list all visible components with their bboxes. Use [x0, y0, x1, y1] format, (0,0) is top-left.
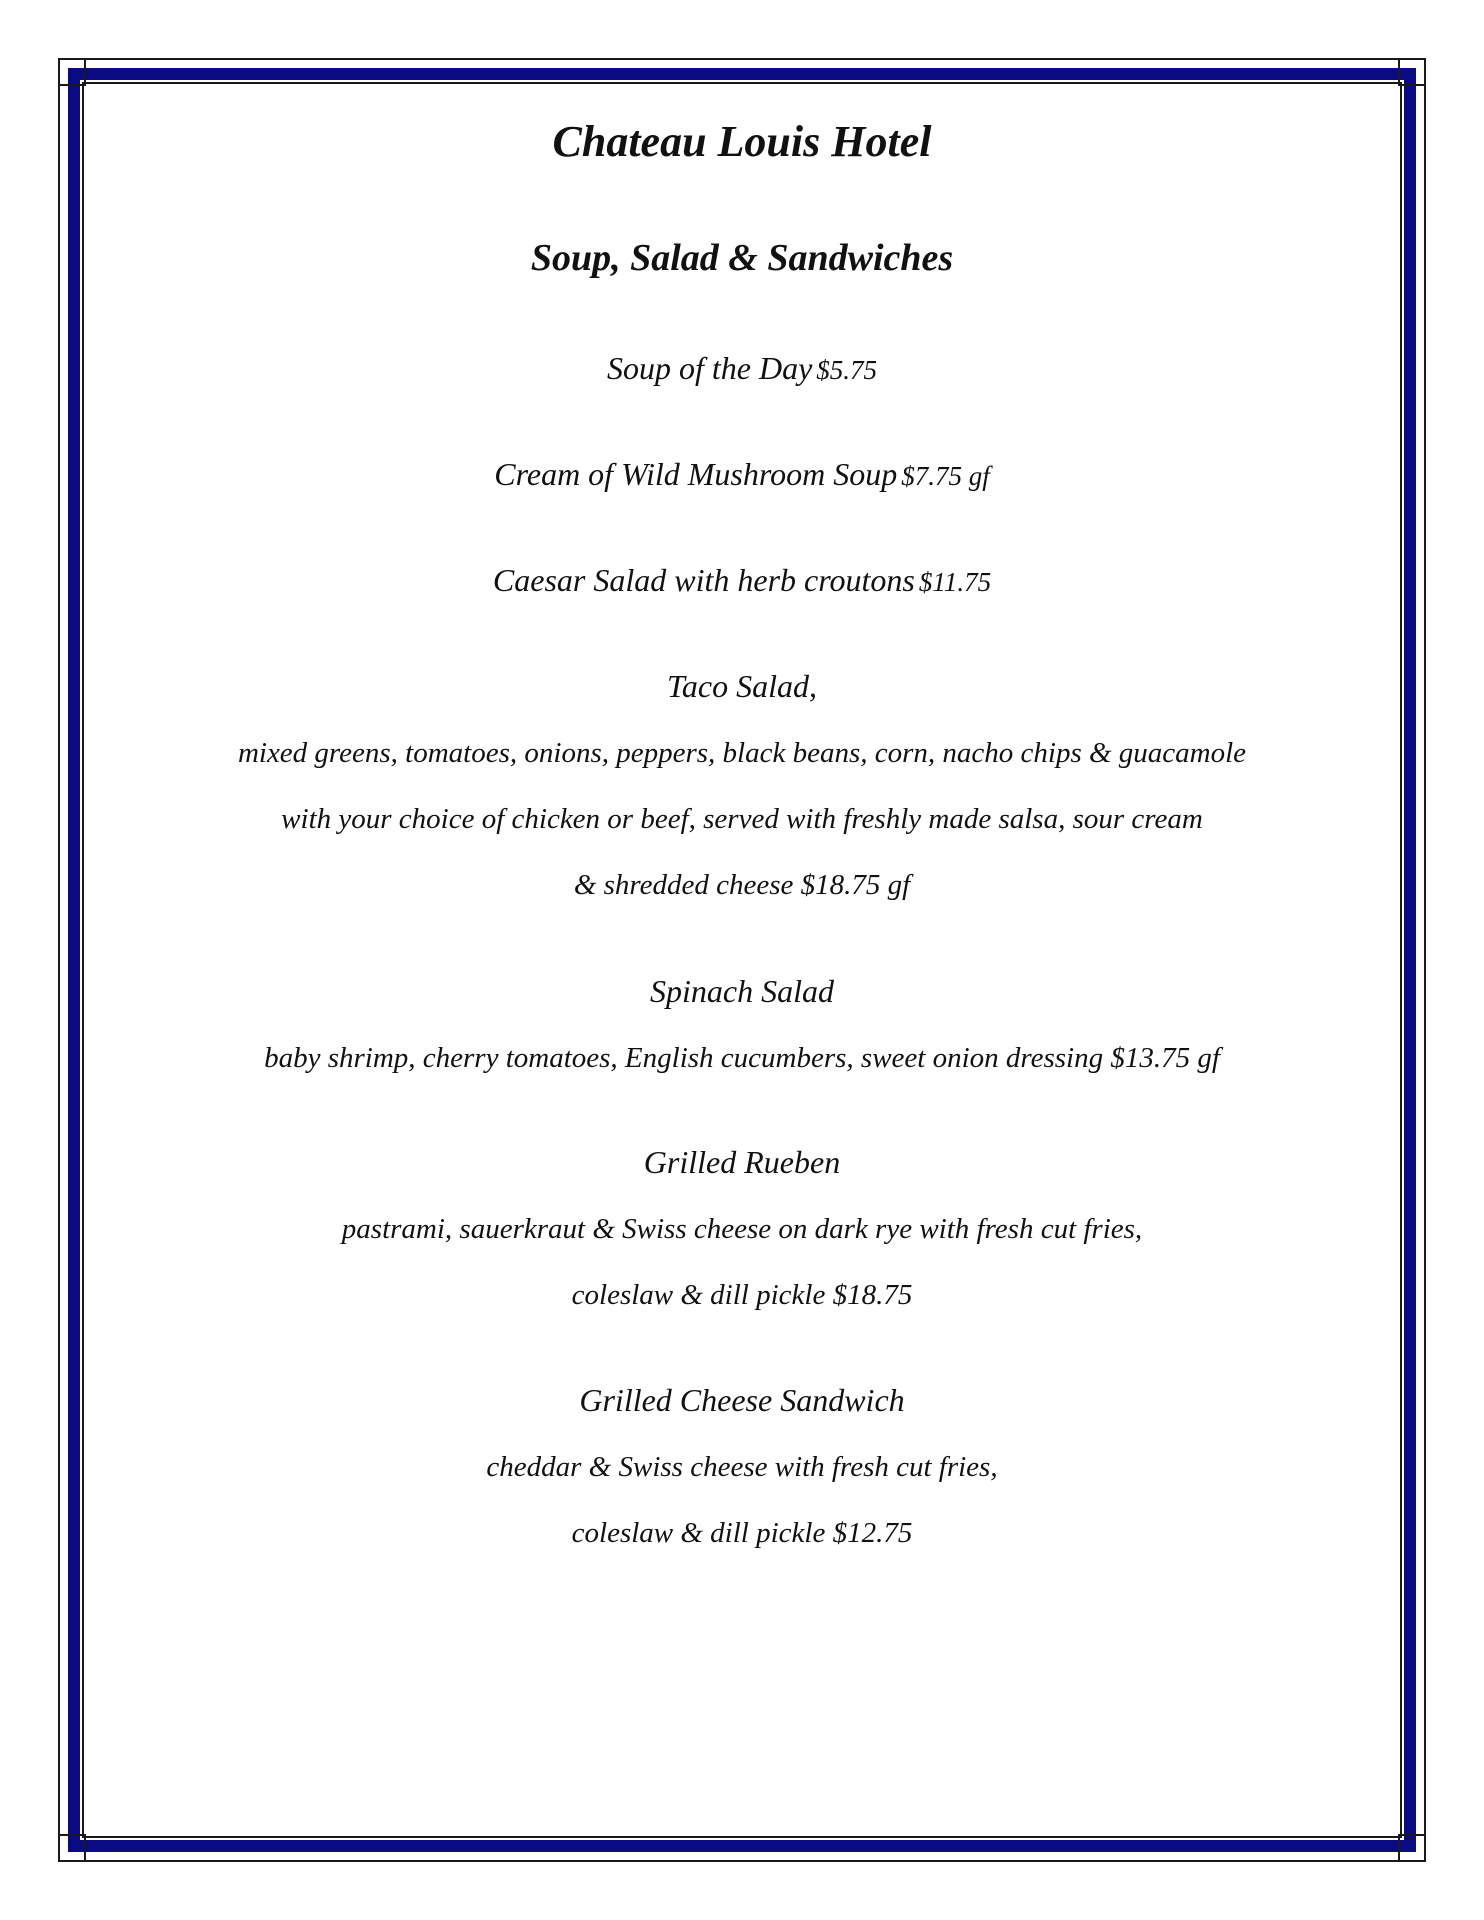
item-description-line: & shredded cheese $18.75 gf: [573, 869, 911, 901]
item-description-line: cheddar & Swiss cheese with fresh cut fries,: [486, 1451, 998, 1483]
hotel-name: Chateau Louis Hotel: [552, 117, 932, 166]
frame-inner-line: [82, 82, 1402, 1838]
menu-item-mushroom-soup: [100, 456, 1384, 493]
corner-ornament-top-right: [1398, 58, 1426, 86]
item-name: Caesar Salad with herb croutons: [492, 562, 915, 598]
menu-item-grilled-rueben-name: Grilled Rueben: [643, 1144, 841, 1180]
item-description-line: pastrami, sauerkraut & Swiss cheese on dark rye with fresh cut fries,: [341, 1213, 1143, 1245]
item-description-line: coleslaw & dill pickle $18.75: [571, 1279, 913, 1311]
menu-item-spinach-salad-name: Spinach Salad: [650, 973, 834, 1009]
section-title: Soup, Salad & Sandwiches: [530, 237, 954, 279]
item-price: $7.75 gf: [901, 461, 990, 491]
corner-ornament-bottom-left: [58, 1834, 86, 1862]
item-price: $5.75: [816, 355, 878, 385]
menu-item-taco-salad-name: Taco Salad,: [667, 668, 817, 704]
item-description-line: coleslaw & dill pickle $12.75: [571, 1517, 913, 1549]
corner-ornament-bottom-right: [1398, 1834, 1426, 1862]
item-description-line: mixed greens, tomatoes, onions, peppers, black beans, corn, nacho chips & guacamole: [237, 737, 1247, 769]
item-price: $11.75: [918, 567, 992, 597]
menu-item-soup-of-the-day: [100, 350, 1384, 387]
item-description-line: baby shrimp, cherry tomatoes, English cucumbers, sweet onion dressing $13.75 gf: [264, 1042, 1220, 1074]
menu-item-caesar-salad: [100, 562, 1384, 599]
corner-ornament-top-left: [58, 58, 86, 86]
menu-item-grilled-cheese-name: Grilled Cheese Sandwich: [579, 1382, 905, 1418]
item-name: Soup of the Day: [606, 350, 813, 386]
item-name: Cream of Wild Mushroom Soup: [494, 456, 898, 492]
item-description-line: with your choice of chicken or beef, served with freshly made salsa, sour cream: [281, 803, 1203, 835]
